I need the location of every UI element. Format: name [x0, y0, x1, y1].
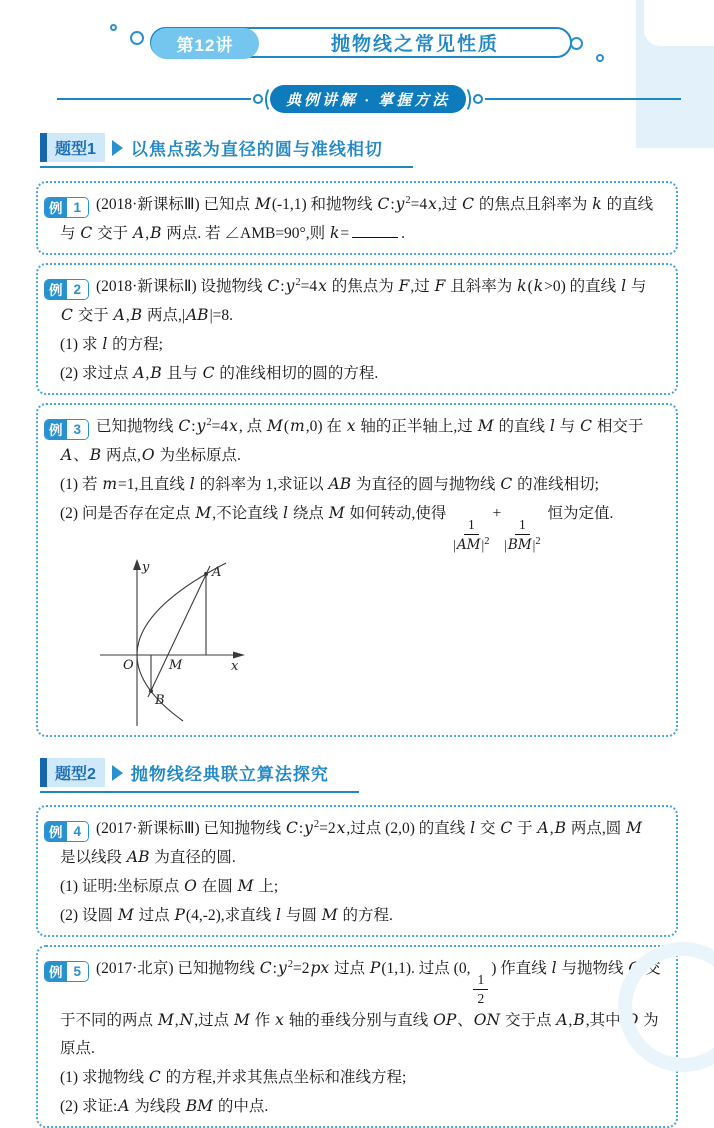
example-label-badge — [44, 197, 89, 218]
example-number: 1 — [67, 198, 89, 217]
arrow-right-icon — [112, 140, 123, 156]
point-a-label: A — [212, 565, 222, 580]
banner-line-left — [57, 98, 251, 100]
example-number: 3 — [67, 420, 89, 439]
example-tag: 例 — [45, 962, 67, 981]
origin-label: O — [123, 658, 134, 673]
example-box-1 — [36, 181, 678, 255]
example-item-2: (2) 求证:A 为线段 BM 的中点. — [60, 1097, 269, 1116]
example-intro — [49, 187, 662, 248]
example-text: (2018·新课标Ⅱ) 设抛物线 $C:y^2=4x$ 的焦点为 F,过 F 且斜率为 k(k>0) 的直线 l 与 C 交于 A,B 两点,|AB|=8. — [61, 277, 647, 325]
example-number: 4 — [67, 822, 89, 841]
example-label-badge — [44, 961, 89, 982]
lecture-number-pill: 第12讲 — [151, 28, 259, 59]
example-tag: 例 — [45, 822, 67, 841]
example-text: (2017·新课标Ⅲ) 已知抛物线 $C:y^2=2x$,过点 (2,0) 的直线 l 交 C 于 A,B 两点,圆 M 是以线段 AB 为直径的圆. — [60, 819, 642, 867]
banner-label: 典例讲解 · 掌握方法 — [270, 85, 466, 113]
example-number: 5 — [67, 962, 89, 981]
banner-arc-right-icon — [456, 86, 471, 113]
page-title: 抛物线之常见性质 — [330, 34, 499, 55]
x-axis-label: x — [231, 659, 239, 674]
parabola-curve — [137, 563, 226, 721]
example-box-4 — [36, 805, 678, 937]
banner-dot-icon — [253, 94, 263, 104]
example-number: 2 — [67, 280, 89, 299]
example-item-1: (1) 求 l 的方程; — [60, 335, 163, 354]
example-intro — [49, 409, 662, 470]
x-axis-arrow-icon — [233, 652, 245, 659]
lecture-title-frame — [150, 27, 572, 58]
example-box-2 — [36, 263, 678, 395]
deco-circle-icon — [110, 24, 117, 31]
point-b-dot — [149, 689, 153, 693]
type-chip-label: 题型2 — [40, 758, 105, 787]
parabola-figure — [96, 558, 662, 730]
section-title: 抛物线经典联立算法探究 — [130, 765, 329, 784]
example-item-2: (2) 设圆 M 过点 P(4,-2),求直线 l 与圆 M 的方程. — [60, 906, 393, 925]
example-item-1: (1) 求抛物线 C 的方程,并求其焦点坐标和准线方程; — [60, 1068, 407, 1087]
example-item-1: (1) 若 m=1,且直线 l 的斜率为 1,求证以 AB 为直径的圆与抛物线 C 的准线相切; — [60, 475, 599, 494]
point-a-dot — [204, 572, 208, 576]
example-box-3 — [36, 403, 678, 737]
example-item-2: (2) 问是否存在定点 M,不论直线 l 绕点 M 如何转动,使得 $\frac{1}{|AM|^2}$ + $\frac{1}{|BM|^2}$ 恒为定值. — [60, 504, 614, 554]
example-item-1: (1) 证明:坐标原点 O 在圆 M 上; — [60, 877, 279, 896]
example-label-badge — [44, 419, 89, 440]
example-label-badge — [44, 821, 89, 842]
example-tag: 例 — [45, 280, 67, 299]
example-box-5 — [36, 945, 678, 1128]
example-text: 已知抛物线 $C:y^2=4x$, 点 M(m,0) 在 x 轴的正半轴上,过 M 的直线 l 与 C 相交于 A、B 两点,O 为坐标原点. — [61, 417, 644, 465]
example-text: (2017·北京) 已知抛物线 $C:y^2=2px$ 过点 P(1,1). 过点 (0, $\frac{1}{2}$ ) 作直线 l 与抛物线 C 交于不同的两点 M,N,过点 M 作 x 轴的垂线分别与直线 OP、ON 交于点 A,B,其中 O 为原点. — [60, 959, 661, 1058]
page-header — [0, 0, 714, 125]
method-banner — [0, 84, 714, 114]
chord-line — [148, 566, 210, 697]
example-intro — [49, 951, 662, 1063]
example-tag: 例 — [45, 420, 67, 439]
deco-circle-icon — [130, 31, 144, 45]
example-label-badge — [44, 279, 89, 300]
y-axis-arrow-icon — [133, 559, 141, 570]
type-chip-label: 题型1 — [40, 133, 105, 162]
arrow-right-icon — [112, 765, 123, 781]
banner-line-right — [485, 98, 681, 100]
example-intro — [49, 811, 662, 872]
point-m-label: M — [169, 658, 183, 673]
example-text: (2018·新课标Ⅲ) 已知点 M(-1,1) 和抛物线 $C:y^2=4x$,过 C 的焦点且斜率为 k 的直线与 C 交于 A,B 两点. 若 ∠AMB=90°,则 k= . — [60, 195, 654, 243]
section-title: 以焦点弦为直径的圆与准线相切 — [130, 140, 383, 159]
example-intro — [49, 269, 662, 330]
section-heading-2 — [40, 758, 359, 793]
point-b-label: B — [155, 693, 165, 708]
section-heading-1 — [40, 133, 413, 168]
banner-dot-icon — [473, 94, 483, 104]
deco-circle-icon — [570, 37, 583, 50]
deco-circle-icon — [596, 54, 604, 62]
example-tag: 例 — [45, 198, 67, 217]
y-axis-label: y — [142, 560, 150, 575]
example-item-2: (2) 求过点 A,B 且与 C 的准线相切的圆的方程. — [60, 364, 379, 383]
